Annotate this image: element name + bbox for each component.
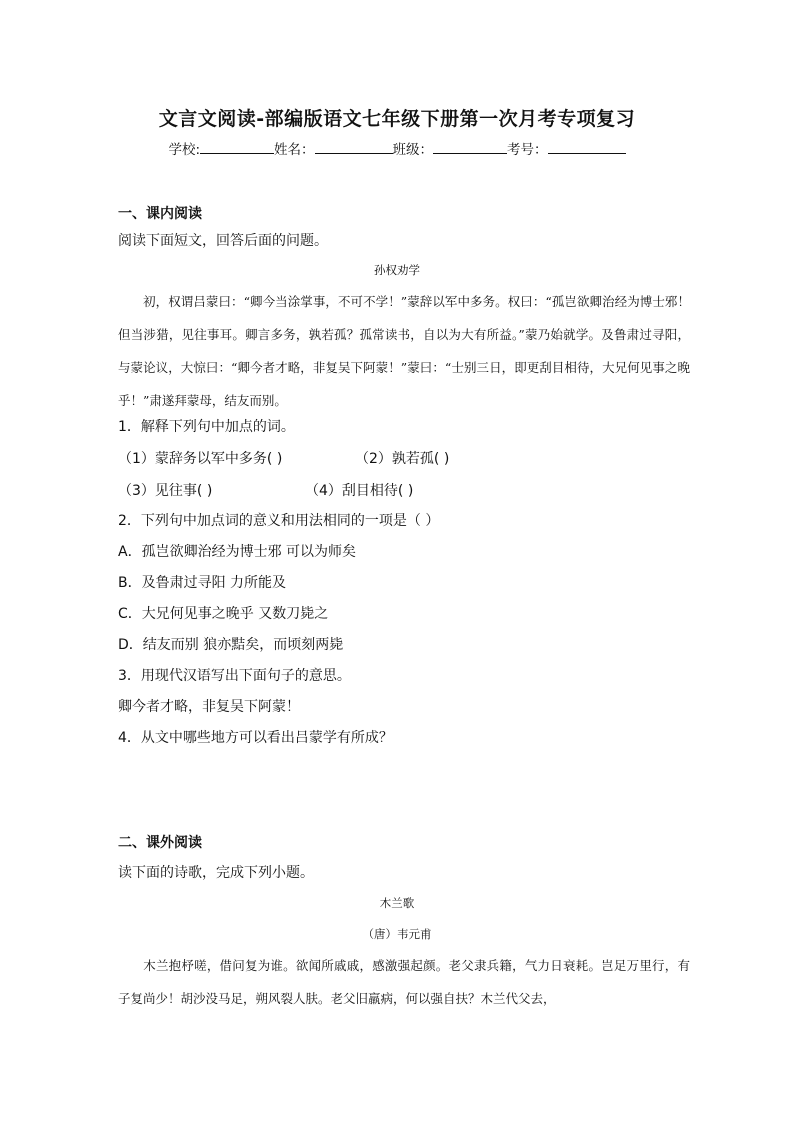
class-blank[interactable] bbox=[433, 139, 507, 154]
question-1-c: （3）见往事( ) bbox=[118, 483, 213, 499]
passage1-body: 初，权谓吕蒙曰：“卿今当涂掌事，不可不学！”蒙辞以军中多务。权曰：“孤岂欲卿治经为博士邪！但当涉猎，见往事耳。卿言多务，孰若孤？孤常读书，自以为大有所益。”蒙乃始就学。及鲁肃过寻阳，与蒙论议，大惊曰：“卿今者才略，非复吴下阿蒙！”蒙曰：“士别三日，即更刮目相待，大兄何见事之晚乎！”肃遂拜蒙母，结友而别。 bbox=[118, 294, 690, 408]
section1-heading: 一、课内阅读 bbox=[118, 206, 202, 222]
name-blank[interactable] bbox=[315, 139, 393, 154]
poem-text bbox=[118, 949, 690, 1015]
poem-author: （唐）韦元甫 bbox=[362, 927, 432, 941]
question-2-option-d: D．结友而别 狼亦黠矣，而顷刻两毙 bbox=[118, 637, 344, 653]
number-blank[interactable] bbox=[548, 139, 626, 154]
class-label: 班级： bbox=[392, 142, 434, 158]
question-2-option-b: B．及鲁肃过寻阳 力所能及 bbox=[118, 575, 287, 591]
section1-instruction: 阅读下面短文，回答后面的问题。 bbox=[118, 233, 328, 249]
poem-body: 木兰抱杼嗟，借问复为谁。欲闻所戚戚，感激强起颜。老父隶兵籍，气力日衰耗。岂足万里行，有子复尚少！胡沙没马足，朔风裂人肤。老父旧羸病，何以强自扶？木兰代父去， bbox=[118, 958, 690, 1006]
school-label: 学校: bbox=[168, 142, 201, 158]
passage1-text bbox=[118, 285, 690, 417]
question-2-option-c: C．大兄何见事之晚乎 又数刀毙之 bbox=[118, 606, 329, 622]
student-info-row bbox=[0, 138, 794, 158]
question-3: 3．用现代汉语写出下面句子的意思。 bbox=[118, 668, 351, 684]
document-title: 文言文阅读-部编版语文七年级下册第一次月考专项复习 bbox=[158, 108, 636, 130]
question-1-a: （1）蒙辞务以军中多务( ) bbox=[118, 451, 283, 467]
question-1: 1．解释下列句中加点的词。 bbox=[118, 419, 295, 435]
question-2: 2．下列句中加点词的意义和用法相同的一项是（ ） bbox=[118, 513, 440, 529]
question-2-option-a: A．孤岂欲卿治经为博士邪 可以为师矣 bbox=[118, 544, 357, 560]
name-label: 姓名： bbox=[274, 142, 315, 158]
question-1-d: （4）刮目相待( ) bbox=[305, 483, 414, 499]
question-3-sentence: 卿今者才略，非复吴下阿蒙！ bbox=[118, 699, 300, 715]
number-label: 考号： bbox=[507, 142, 548, 158]
school-blank[interactable] bbox=[200, 139, 274, 154]
poem-title: 木兰歌 bbox=[379, 896, 415, 910]
question-1-b: （2）孰若孤( ) bbox=[355, 451, 450, 467]
section2-instruction: 读下面的诗歌，完成下列小题。 bbox=[118, 865, 314, 881]
question-4: 4．从文中哪些地方可以看出吕蒙学有所成？ bbox=[118, 730, 393, 746]
passage1-title: 孙权劝学 bbox=[374, 263, 420, 277]
section2-heading: 二、课外阅读 bbox=[118, 835, 202, 851]
